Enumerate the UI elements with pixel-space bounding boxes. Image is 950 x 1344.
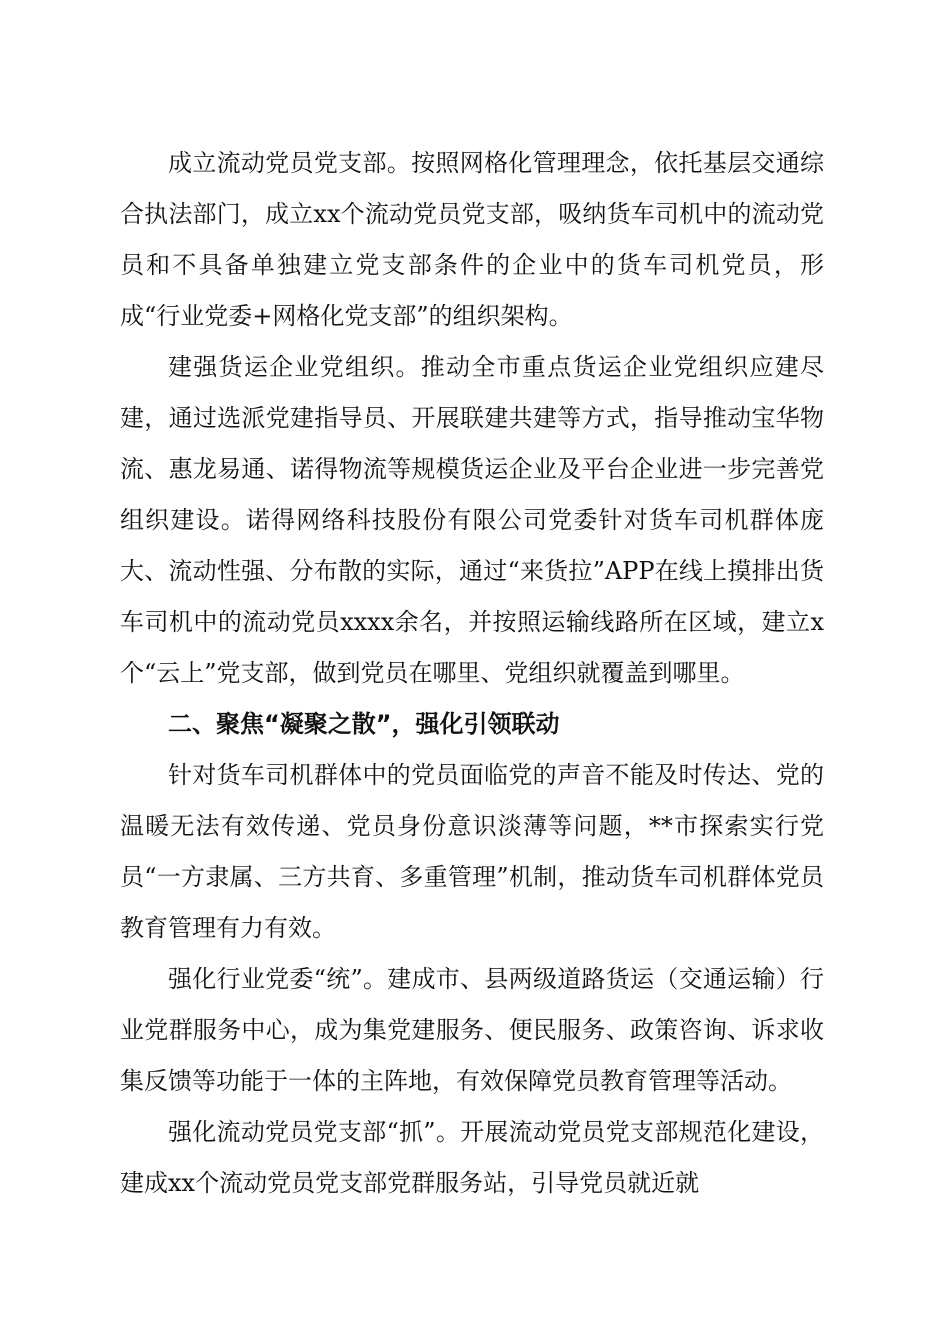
section-heading: 二、聚焦“凝聚之散”，强化引领联动 [168,710,560,738]
paragraph-mobile-party-branch: 成立流动党员党支部。按照网格化管理理念，依托基层交通综合执法部门，成立xx个流动党员党支部，吸纳货车司机中的流动党员和不具备单独建立党支部条件的企业中的货车司机党员，形成“行业党委+网格化党支部”的组织架构。 [120,149,824,330]
document-body [120,138,824,1209]
paragraph-section-intro: 针对货车司机群体中的党员面临党的声音不能及时传达、党的温暖无法有效传递、党员身份意识淡薄等问题，**市探索实行党员“一方隶属、三方共育、多重管理”机制，推动货车司机群体党员教育管理有力有效。 [120,761,824,942]
paragraph-industry-committee: 强化行业党委“统”。建成市、县两级道路货运（交通运输）行业党群服务中心，成为集党建服务、便民服务、政策咨询、诉求收集反馈等功能于一体的主阵地，有效保障党员教育管理等活动。 [120,965,824,1095]
paragraph-freight-enterprise: 建强货运企业党组织。推动全市重点货运企业党组织应建尽建，通过选派党建指导员、开展联建共建等方式，指导推动宝华物流、惠龙易通、诺得物流等规模货运企业及平台企业进一步完善党组织建设。诺得网络科技股份有限公司党委针对货车司机群体庞大、流动性强、分布散的实际，通过“来货拉”APP在线上摸排出货车司机中的流动党员xxxx余名，并按照运输线路所在区域，建立x个“云上”党支部，做到党员在哪里、党组织就覆盖到哪里。 [120,353,824,687]
paragraph-branch-station: 强化流动党员党支部“抓”。开展流动党员党支部规范化建设，建成xx个流动党员党支部党群服务站，引导党员就近就 [120,1118,824,1197]
